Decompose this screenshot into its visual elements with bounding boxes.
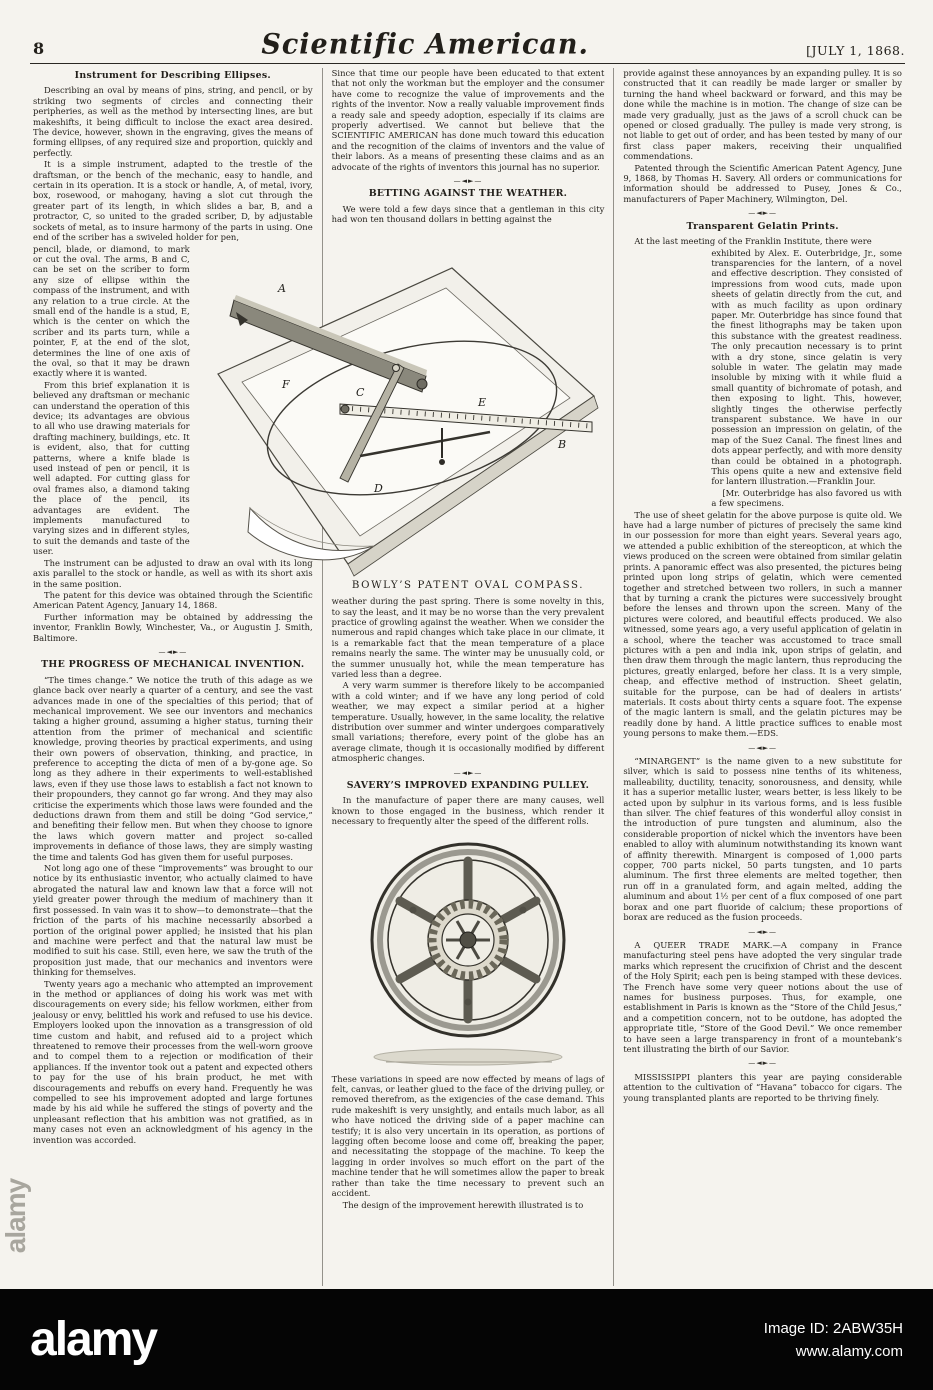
header-rule [30, 63, 905, 64]
article-title-savery: SAVERY’S IMPROVED EXPANDING PULLEY. [346, 780, 590, 791]
column-3 [613, 68, 905, 1286]
paragraph: The patent for this device was obtained through the Scientific American Patent Agency, January 14, 1868. [33, 589, 313, 611]
article-title-ellipses: Instrument for Describing Ellipses. [74, 70, 271, 81]
figure-label-a: A [278, 282, 286, 295]
paragraph: In the manufacture of paper there are many causes, well known to those engaged in the business, which render it necessary to frequently alter the speed of the different rolls. [331, 795, 605, 827]
paragraph: A very warm summer is therefore likely to be accompanied with a cold winter; and if we have any long period of cold weather, we may expect a similar period at a higher temperature. Usually, however, in the same locality, the relative distribution over summer and winter undergoes comparatively small variations; therefore, every point of the globe has an average climate, though it is occasionally modified by different atmospheric changes. [331, 680, 605, 764]
paragraph: [Mr. Outerbridge has also favored us with a few specimens. [711, 487, 902, 509]
expanding-pulley-engraving [350, 832, 586, 1070]
figure-label-f: F [282, 378, 290, 391]
divider-ornament: —◄►— [748, 743, 778, 752]
paragraph: These variations in speed are now effected by means of lags of felt, canvas, or leather glued to the face of the driving pulley, or removed therefrom, as the exigencies of the case demand. This rude makeshift is very unsightly, and entails much labor, as all who have noticed the driving side of a paper machine can testify; it is also very uncertain in its operation, as portions of lagging often become loose and come off, breaking the paper, and necessitating the stoppage of the machine. To keep the lagging in order involves so much effort on the part of the machine tender that he will sometimes allow the paper to break rather than take the time necessary to prevent such an accident. [331, 1073, 605, 1199]
oval-compass-engraving [190, 246, 604, 598]
alamy-url: www.alamy.com [795, 1342, 903, 1360]
issue-date: [JULY 1, 1868. [806, 43, 905, 58]
paragraph: We were told a few days since that a gentleman in this city had won ten thousand dollars in betting against the [331, 203, 605, 225]
paragraph: provide against these annoyances by an expanding pulley. It is so constructed that it can readily be made larger or smaller by turning the hand wheel backward or forward, and this may be done while the machine is in motion. The change of size can be made very gradually, just as the jaws of a scroll chuck can be opened or closed gradually. The pulley is made very strong, is not liable to get out of order, and has been tested by many of our first class paper makers, receiving their unqualified commendations. [623, 68, 902, 162]
paragraph: “The times change.” We notice the truth of this adage as we glance back over nearly a quarter of a century, and see the vast advances made in one of the specialties of this period; that of mechanical improvement. We see our inventors and mechanics taking a higher ground, assuming a higher status, turning their attention from the primer of mechanical and scientific knowledge, proving theories by practical experiments, and using their own powers of observation, thinking, and practice, in preference to accepting the dicta of men of a by-gone age. So long as they adhere in their experiments to well-established laws, even if they use those laws to establish a fact not known to their propounders, they cannot go far wrong. And they may also criticise the experiments which those laws were founded and the deductions drawn from them and still be doing “God service,” and benefiting their fellow men. But when they choose to ignore the laws which govern matter and project so-called improvements in defiance of those laws, they are simply wasting the time and talents God has given them for useful purposes. [33, 674, 313, 862]
paragraph: Further information may be obtained by addressing the inventor, Franklin Bowly, Winchester, Va., or Augustin J. Smith, Baltimore. [33, 611, 313, 643]
figure-caption-oval-compass: BOWLY’S PATENT OVAL COMPASS. [351, 579, 585, 591]
paragraph: “MINARGENT” is the name given to a new substitute for silver, which is said to possess nine tenths of its whiteness, malleability, ductility, tenacity, sonorousness, and density, while it has a superior metallic luster, wears better, is less likely to be acted upon by sulphur in its various forms, and is less fusible than silver. The chief features of this wonderful alloy consist in the introduction of pure tungsten and aluminum, also the considerable proportion of nickel which the inventors have been enabled to alloy with aluminum notwithstanding its known want of affinity therewith. Minargent is composed of 1,000 parts copper, 700 parts nickel, 50 parts tungsten, and 10 parts aluminum. The first three elements are melted together, then run off in a granulated form, and again melted, adding the aluminum and about 1½ per cent of a flux composed of one part borax and one part fluoride of calcium; these proportions of borax are reduced as the fusion proceeds. [623, 756, 902, 923]
paragraph: weather during the past spring. There is some novelty in this, to say the least, and it may be no worse than the very prevalent practice of growling against the weather. When we consider the numerous and rapid changes which take place in our climate, it is a remarkable fact that the mean temperature of a place remains nearly the same. The winter may be unusually cold, or the summer unusually hot, while the mean temperature has varied less than a degree. [331, 596, 605, 679]
pulley-engraving-svg [350, 832, 586, 1070]
paragraph: The design of the improvement herewith illustrated is to [342, 1199, 584, 1210]
page-header [33, 24, 905, 60]
paragraph: It is a simple instrument, adapted to the trestle of the draftsman, or the bench of the mechanic, easy to handle, and certain in its operation. It is a stock or handle, A, of metal, ivory, box, rosewood, or mahogany, having a slot cut through the greater part of its length, in which slides a bar, B, and a protractor, C, so united to the graded scriber, D, by adjustable sockets of metal, as to insure harmony of the parts in using. One end of the scriber has a swiveled holder for pen, [33, 159, 313, 243]
masthead: Scientific American. [261, 28, 589, 61]
paragraph: Twenty years ago a mechanic who attempted an improvement in the method or appliances of doing his work was met with discouragements on every side; his fellow workmen, either from jealousy or envy, belittled his work and refused to use his device. Employers looked upon the innovation as a transgression of old time custom and habit, and refused aid to a project which threatened to remove their processes from the well-worn groove and to compel them to a rejection or modification of their appliances. If the inventor took out a patent and expected others to pay for the use of his brain product, he met with discouragements and rebuffs on every hand. Frequently he was compelled to see his improvement adopted and large fortunes made by his aid while he suffered the stings of poverty and the unpleasant reflection that his ambition was not gratified, as in many cases not even an acknowledgment of his agency in the invention was accorded. [33, 978, 313, 1145]
article-title-betting: BETTING AGAINST THE WEATHER. [368, 188, 568, 200]
article-title-gelatin: Transparent Gelatin Prints. [686, 220, 839, 232]
paragraph: The use of sheet gelatin for the above purpose is quite old. We have had a large number of pictures of precisely the same kind in our possession for more than eight years. Several years ago, we attended a public exhibition of the stereopticon, at which the views produced on the screen were obtained from similar gelatin prints. A panoramic effect was also presented, the pictures being printed upon long strips of gelatin, which were cemented together and stretched between two rollers, in such a manner that by turning a crank the pictures were successively brought before the lenses and thrown upon the screen. Many of the pictures were colored, and beautiful effects produced. We also witnessed, some years ago, a very useful application of gelatin in a school, where the teacher was accustomed to trace small pictures with a pen and india ink, upon strips of gelatin, and then draw them through the magic lantern, thus reproducing the pictures, greatly enlarged, before her class. It is a very simple, cheap, and effective method of instruction. Sheet gelatin, suitable for the purpose, can be had of dealers in artists’ materials. It costs about thirty cents a square foot. The expense of the magic lantern is small, and the gelatin pictures may be readily done by hand. A little practice suffices to enable most young persons to make them.—EDS. [623, 509, 902, 739]
oval-compass-engraving-svg [190, 246, 604, 598]
paragraph: At the last meeting of the Franklin Institute, there were [634, 236, 872, 247]
alamy-logo: alamy [30, 1313, 157, 1366]
article-title-progress: THE PROGRESS OF MECHANICAL INVENTION. [41, 659, 305, 671]
figure-label-b: B [558, 438, 567, 451]
paragraph: MISSISSIPPI planters this year are paying considerable attention to the cultivation of “Havana” tobacco for cigars. The young transplanted plants are reported to be thriving finely. [623, 1071, 902, 1103]
divider-ornament: —◄►— [453, 768, 483, 777]
paragraph: Patented through the Scientific American Patent Agency, June 9, 1868, by Thomas H. Savery. All orders or communications for information should be addressed to Pusey, Jones & Co., manufacturers of Paper Machinery, Wilmington, Del. [623, 162, 902, 204]
figure-label-d: D [374, 482, 383, 495]
divider-ornament: —◄►— [158, 647, 188, 656]
alamy-info [764, 1317, 903, 1363]
divider-ornament: —◄►— [453, 177, 483, 186]
alamy-watermark-bar [0, 1289, 933, 1390]
paragraph: A QUEER TRADE MARK.—A company in France manufacturing steel pens have adopted the very singular trade marks which represent the crucifixion of Christ and the descent of the Holy Spirit; each pen is being stamped with these devices. The French have some very queer notions about the use of names for business purposes. Thus, for example, one establishment in Paris is known as the “Store of the Child Jesus,” and a competition concern, not to be outdone, has adopted the appropriate title, “Store of the Good Devil.” We once remember to have seen a large transparency in front of a mountebank’s tent illustrating the birth of our Savior. [623, 939, 902, 1054]
paragraph: exhibited by Alex. E. Outerbridge, Jr., some transparencies for the lantern, of a novel and effective description. They consisted of impressions from wood cuts, made upon sheets of gelatin directly from the cut, and with as much facility as upon ordinary paper. Mr. Outerbridge has since found that the finest lithographs may be taken upon this substance with the greatest readiness. The only precaution necessary is to print with a dry stone, since gelatin is very soluble in water. The gelatin may made insoluble by mixing with it while fluid a small quantity of bichromate of potash, and then exposing to light. This, however, slightly tinges the otherwise perfectly transparent substance. We have in our possession an impression on gelatin, of the map of the Suez Canal. The finest lines and dots appear perfectly, and with more density than could be obtained in a photograph. This opens quite a new and extensive field for lantern illustration.—Franklin Jour. [711, 247, 902, 487]
paragraph: Describing an oval by means of pins, string, and pencil, or by striking two segments of circles and connecting their peripheries, as well as the method by intersecting lines, are but makeshifts, it being difficult to inclose the exact area desired. The device, however, shown in the engraving, gives the means of forming ellipses, of any required size and proportion, quickly and perfectly. [33, 85, 313, 158]
paragraph: Not long ago one of these “improvements” was brought to our notice by its enthusiastic inventor, who actually claimed to have abrogated the natural law and known law that a force will not yield greater power through the medium of machinery than it first possessed. In vain was it to show—to demonstrate—that the friction of the parts of his machine necessarily absorbed a portion of the original power applied; he insisted that his plan and machine were perfect and that the natural law must be modified to suit his case. Still, even here, we saw the truth of the proposition just made, that our mechanics and inventors were thinking for themselves. [33, 863, 313, 978]
figure-label-e: E [478, 396, 487, 409]
paragraph: From this brief explanation it is believed any draftsman or mechanic can understand the operation of this device; its advantages are obvious to all who use drawing materials for drafting machinery, buildings, etc. It is evident, also, that for cutting patterns, where a knife blade is used instead of pen or pencil, it is well adapted. For cutting glass for oval frames also, a diamond taking the place of the pencil, its advantages are evident. The implements manufactured to varying sizes and in different styles, to suit the demands and taste of the user. [33, 379, 190, 557]
image-id: Image ID: 2ABW35H [763, 1319, 903, 1337]
page-number: 8 [33, 39, 45, 58]
alamy-side-watermark: alamy [0, 1178, 31, 1254]
paragraph: Since that time our people have been educated to that extent that not only the workman but the employer and the consumer have come to recognize the value of improvements and the rights of the inventor. Now a really valuable improvement finds a ready sale and speedy adoption, especially if its claims are properly advertised. We cannot but believe that the SCIENTIFIC AMERICAN has done much toward this education and the recognition of the claims of inventors and the value of their labors. As a means of presenting these claims and as an advocate of the rights of inventors this journal has no superior. [331, 68, 605, 172]
paragraph: pencil, blade, or diamond, to mark or cut the oval. The arms, B and C, can be set on the scriber to form any size of ellipse within the compass of the instrument, and with any relation to a true circle. At the small end of the handle is a stud, E, which is the center on which the scriber and its parts turn, while a pointer, F, at the end of the slot, determines the line of one axis of the oval, so that it may be drawn exactly where it is wanted. [33, 243, 190, 379]
paragraph: The instrument can be adjusted to draw an oval with its long axis parallel to the stock or handle, as well as with its short axis in the same position. [33, 557, 313, 589]
divider-ornament: —◄►— [748, 927, 778, 936]
divider-ornament: —◄►— [748, 1059, 778, 1068]
divider-ornament: —◄►— [748, 209, 778, 218]
figure-label-c: C [356, 386, 365, 399]
pulley-hub [460, 932, 476, 948]
